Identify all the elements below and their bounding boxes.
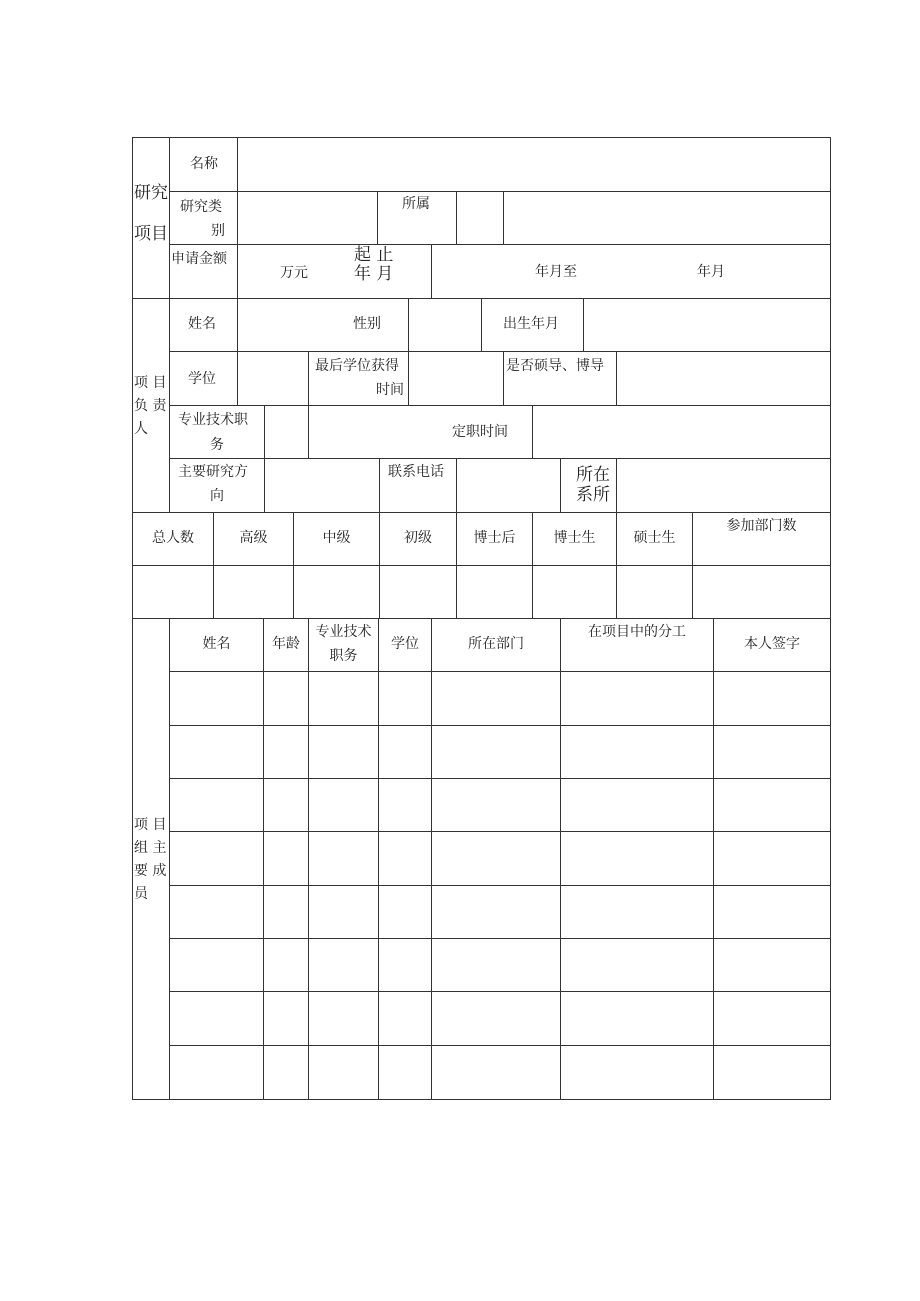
members-header-title-2: 职务 [329, 648, 358, 664]
birth-label: 出生年月 [503, 316, 559, 332]
member-row[interactable] [170, 726, 830, 778]
members-side-label-1: 项 目 [134, 817, 167, 833]
summary-master-field[interactable] [618, 567, 691, 617]
project-side-label-2: 项目 [134, 224, 168, 244]
period-label-2: 年 月 [354, 264, 394, 284]
title-field[interactable] [266, 407, 307, 457]
project-side-label-1: 研究 [134, 183, 168, 203]
members-header-signature: 本人签字 [744, 636, 800, 652]
degree-time-label-2: 时间 [376, 382, 404, 398]
members-side-label-4: 员 [134, 886, 148, 902]
leader-side-label-3: 人 [134, 421, 148, 437]
summary-phd-field[interactable] [534, 567, 615, 617]
member-row[interactable] [170, 832, 830, 885]
summary-header-phd: 博士生 [553, 530, 596, 546]
title-time-label: 定职时间 [452, 424, 508, 440]
title-label-1: 专业技术职 [178, 412, 248, 428]
category-field[interactable] [239, 193, 376, 243]
member-row[interactable] [170, 1046, 830, 1099]
summary-header-depts: 参加部门数 [726, 518, 797, 534]
summary-junior-field[interactable] [381, 567, 455, 617]
members-header-age: 年龄 [272, 636, 300, 652]
phone-field[interactable] [458, 460, 559, 511]
member-row[interactable] [170, 672, 830, 725]
category-label-1: 研究类 [180, 199, 222, 215]
summary-total-field[interactable] [134, 567, 212, 617]
amount-label: 申请金额 [171, 251, 227, 267]
degree-label: 学位 [188, 371, 216, 387]
period-label-1: 起 止 [354, 245, 394, 265]
summary-header-senior: 高级 [239, 530, 268, 546]
amount-unit[interactable]: 万元 [280, 265, 308, 281]
summary-header-master: 硕士生 [633, 530, 676, 546]
dept-label-2: 系所 [576, 485, 610, 505]
summary-header-junior: 初级 [404, 530, 432, 546]
members-side-label-3: 要 成 [134, 863, 167, 879]
summary-header-total: 总人数 [152, 530, 194, 546]
title-time-field[interactable] [534, 407, 829, 457]
degree-field[interactable] [239, 353, 307, 404]
affiliation-field-2[interactable] [505, 193, 829, 243]
supervisor-field[interactable] [618, 353, 829, 404]
research-label-1: 主要研究方 [178, 464, 248, 480]
supervisor-label: 是否硕导、博导 [506, 358, 604, 374]
members-header-dept: 所在部门 [468, 636, 524, 652]
members-header-title-1: 专业技术 [315, 624, 372, 640]
period-from[interactable]: 年月至 [535, 264, 577, 280]
name-label: 名称 [190, 156, 218, 172]
title-label-2: 务 [210, 437, 224, 453]
member-row[interactable] [170, 779, 830, 831]
degree-time-label-1: 最后学位获得 [315, 358, 399, 374]
member-row[interactable] [170, 992, 830, 1045]
research-field[interactable] [266, 460, 378, 511]
leader-name-label: 姓名 [188, 316, 216, 332]
phone-label: 联系电话 [388, 464, 444, 480]
members-header-degree: 学位 [391, 636, 419, 652]
leader-side-label-2: 负 责 [134, 398, 167, 414]
summary-header-postdoc: 博士后 [473, 530, 516, 546]
summary-postdoc-field[interactable] [458, 567, 531, 617]
members-header-name: 姓名 [202, 636, 231, 652]
summary-middle-field[interactable] [295, 567, 378, 617]
summary-depts-field[interactable] [694, 567, 829, 617]
summary-header-middle: 中级 [322, 530, 351, 546]
leader-side-label-1: 项 目 [134, 375, 167, 391]
affiliation-field-1[interactable] [458, 193, 502, 243]
gender-field[interactable] [410, 300, 480, 350]
member-row[interactable] [170, 939, 830, 991]
category-label-2: 别 [211, 223, 225, 239]
dept-label-1: 所在 [576, 465, 610, 485]
period-to[interactable]: 年月 [697, 264, 725, 280]
summary-senior-field[interactable] [215, 567, 292, 617]
affiliation-label: 所属 [402, 196, 430, 212]
member-row[interactable] [170, 886, 830, 938]
degree-time-field[interactable] [410, 353, 502, 404]
gender-label: 性别 [353, 316, 381, 332]
members-side-label-2: 组 主 [134, 840, 167, 856]
dept-field[interactable] [618, 460, 829, 511]
birth-field[interactable] [585, 300, 829, 350]
research-label-2: 向 [210, 488, 224, 504]
members-header-role: 在项目中的分工 [588, 624, 686, 640]
